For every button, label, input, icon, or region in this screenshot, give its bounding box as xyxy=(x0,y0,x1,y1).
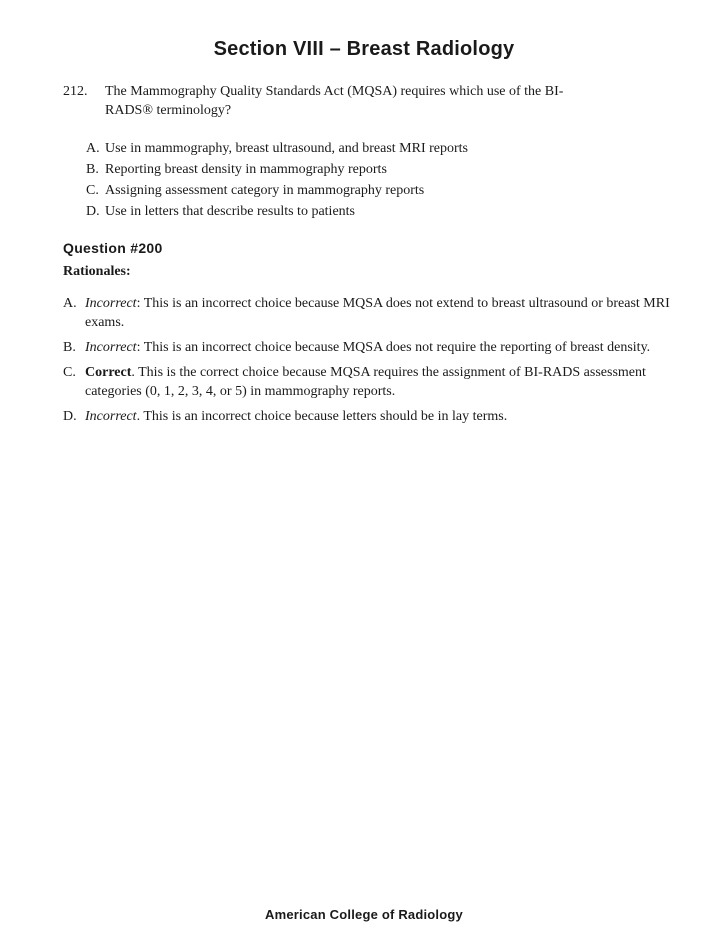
question-number: 212. xyxy=(63,84,88,99)
option-text: Reporting breast density in mammography reports xyxy=(105,162,387,177)
answer-option-d xyxy=(86,201,646,222)
footer-publisher: American College of Radiology xyxy=(265,907,463,922)
answer-option-c xyxy=(86,180,646,201)
option-text: Use in mammography, breast ultrasound, and breast MRI reports xyxy=(105,141,469,156)
answer-option-b xyxy=(86,159,646,180)
rationale-letter: B. xyxy=(63,340,76,355)
rationales-list xyxy=(63,294,673,432)
rationale-verdict: Incorrect xyxy=(85,340,137,355)
rationale-a xyxy=(63,294,673,332)
rationale-verdict: Correct xyxy=(85,365,132,380)
rationale-separator: : xyxy=(136,296,141,311)
section-title: Section VIII – Breast Radiology xyxy=(213,38,515,60)
rationale-separator: : xyxy=(136,340,141,355)
rationale-d xyxy=(63,407,673,426)
option-text: Use in letters that describe results to patients xyxy=(105,204,355,219)
rationale-letter: A. xyxy=(63,296,77,311)
rationale-text: This is an incorrect choice because MQSA does not extend to breast ultrasound or breast MRI exams. xyxy=(85,296,670,330)
rationale-text: This is an incorrect choice because MQSA does not require the reporting of breast density. xyxy=(140,340,651,355)
option-letter: C. xyxy=(86,183,99,198)
rationale-verdict: Incorrect xyxy=(85,296,137,311)
question-stem: The Mammography Quality Standards Act (MQSA) requires which use of the BI-RADS® terminology? xyxy=(105,84,564,118)
answer-option-a xyxy=(86,138,646,159)
rationale-separator: . xyxy=(131,365,135,380)
page-footer xyxy=(0,907,728,922)
option-letter: D. xyxy=(86,204,100,219)
option-letter: A. xyxy=(86,141,100,156)
option-text: Assigning assessment category in mammography reports xyxy=(105,183,425,198)
rationale-text: This is the correct choice because MQSA requires the assignment of BI-RADS assessment categories (0, 1, 2, 3, 4, or 5) in mammography reports. xyxy=(85,365,646,399)
rationale-b xyxy=(63,338,673,357)
question-reference: Question #200 xyxy=(63,240,163,256)
option-letter: B. xyxy=(86,162,99,177)
rationale-c xyxy=(63,363,673,401)
rationale-text: This is an incorrect choice because letters should be in lay terms. xyxy=(140,409,508,424)
rationale-separator: . xyxy=(136,409,141,424)
rationale-letter: D. xyxy=(63,409,77,424)
rationale-letter: C. xyxy=(63,365,76,380)
rationale-verdict: Incorrect xyxy=(85,409,137,424)
rationales-heading: Rationales: xyxy=(63,264,131,279)
answer-options xyxy=(86,138,646,222)
